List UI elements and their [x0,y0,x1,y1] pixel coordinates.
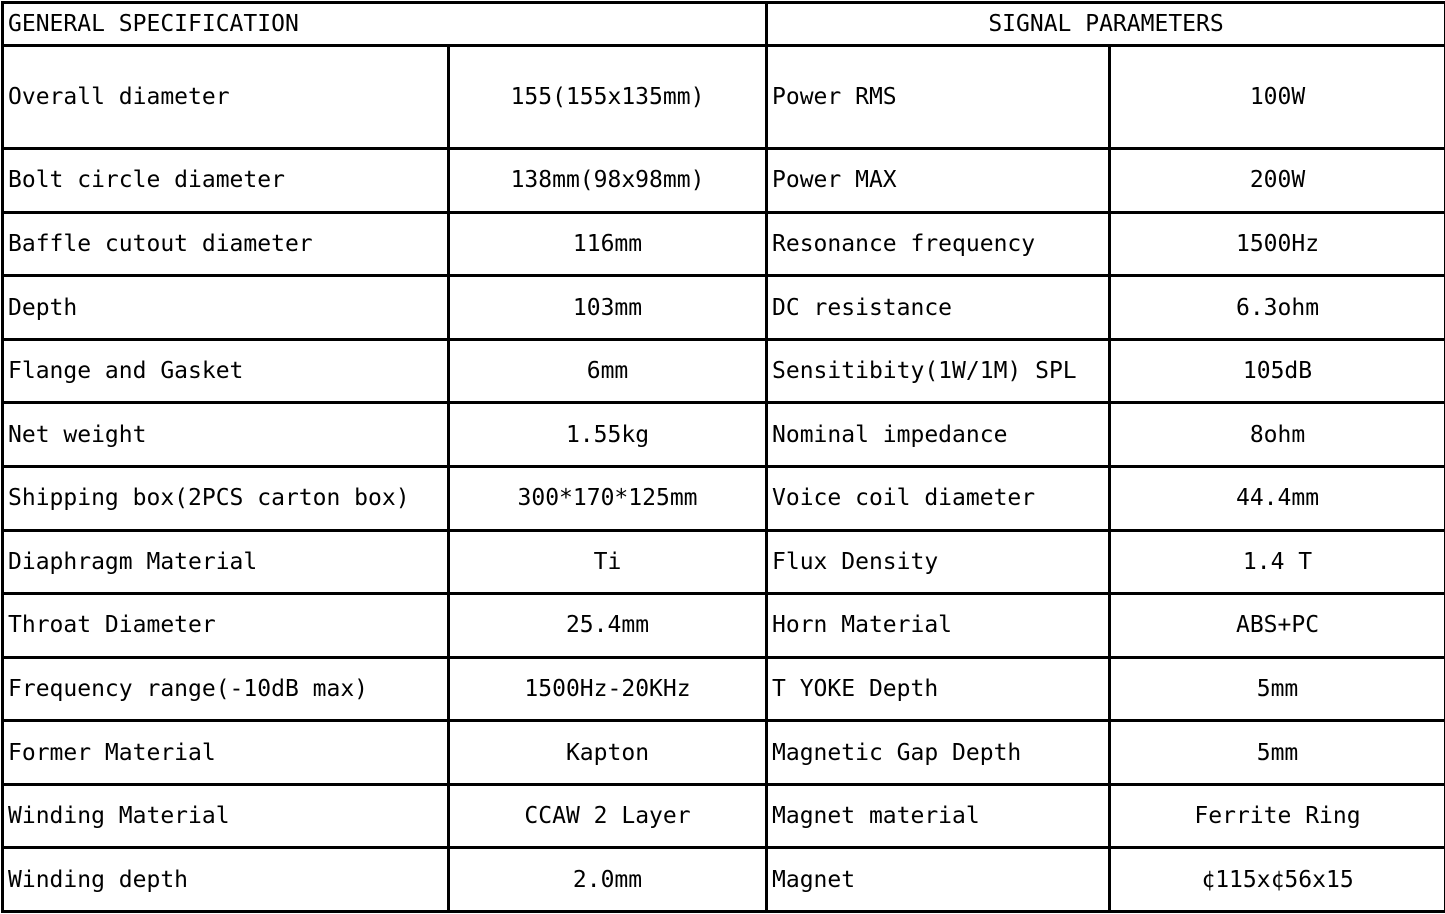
general-spec-header: GENERAL SPECIFICATION [3,3,767,46]
signal-param-label: Resonance frequency [767,212,1110,276]
signal-param-value: 200W [1110,149,1445,213]
signal-param-label: Power RMS [767,46,1110,149]
general-spec-label: Shipping box(2PCS carton box) [3,466,449,530]
table-row [3,46,1445,149]
signal-param-value: 8ohm [1110,403,1445,467]
table-row [3,784,1445,848]
signal-params-header: SIGNAL PARAMETERS [767,3,1445,46]
general-spec-value: 103mm [449,276,767,340]
general-spec-label: Baffle cutout diameter [3,212,449,276]
signal-param-value: 6.3ohm [1110,276,1445,340]
general-spec-value: 1.55kg [449,403,767,467]
general-spec-label: Winding depth [3,848,449,912]
general-spec-value: 1500Hz-20KHz [449,657,767,721]
general-spec-value: 25.4mm [449,594,767,658]
table-row [3,721,1445,785]
table-row [3,403,1445,467]
table-row [3,339,1445,403]
general-spec-label: Former Material [3,721,449,785]
signal-param-value: 5mm [1110,721,1445,785]
signal-param-value: 100W [1110,46,1445,149]
general-spec-label: Depth [3,276,449,340]
table-row [3,466,1445,530]
general-spec-value: Kapton [449,721,767,785]
signal-param-value: 1500Hz [1110,212,1445,276]
signal-param-label: Nominal impedance [767,403,1110,467]
general-spec-label: Throat Diameter [3,594,449,658]
signal-param-label: DC resistance [767,276,1110,340]
signal-param-label: Magnet [767,848,1110,912]
table-row [3,594,1445,658]
spec-table [1,1,1445,913]
signal-param-value: Ferrite Ring [1110,784,1445,848]
general-spec-label: Flange and Gasket [3,339,449,403]
signal-param-value: 44.4mm [1110,466,1445,530]
general-spec-label: Bolt circle diameter [3,149,449,213]
signal-param-label: Power MAX [767,149,1110,213]
signal-param-label: Horn Material [767,594,1110,658]
general-spec-label: Net weight [3,403,449,467]
general-spec-label: Winding Material [3,784,449,848]
signal-param-value: ABS+PC [1110,594,1445,658]
general-spec-value: 300*170*125mm [449,466,767,530]
general-spec-label: Overall diameter [3,46,449,149]
signal-param-value: ¢115x¢56x15 [1110,848,1445,912]
general-spec-value: 2.0mm [449,848,767,912]
table-row [3,848,1445,912]
table-row [3,276,1445,340]
signal-param-label: Magnet material [767,784,1110,848]
signal-param-label: Flux Density [767,530,1110,594]
table-row [3,212,1445,276]
table-row [3,657,1445,721]
header-row [3,3,1445,46]
signal-param-label: Sensitibity(1W/1M) SPL [767,339,1110,403]
signal-param-label: Magnetic Gap Depth [767,721,1110,785]
signal-param-value: 1.4 T [1110,530,1445,594]
general-spec-value: Ti [449,530,767,594]
table-row [3,530,1445,594]
general-spec-value: CCAW 2 Layer [449,784,767,848]
general-spec-value: 138mm(98x98mm) [449,149,767,213]
general-spec-value: 116mm [449,212,767,276]
signal-param-value: 5mm [1110,657,1445,721]
signal-param-label: Voice coil diameter [767,466,1110,530]
signal-param-value: 105dB [1110,339,1445,403]
general-spec-label: Frequency range(-10dB max) [3,657,449,721]
general-spec-value: 155(155x135mm) [449,46,767,149]
general-spec-label: Diaphragm Material [3,530,449,594]
general-spec-value: 6mm [449,339,767,403]
signal-param-label: T YOKE Depth [767,657,1110,721]
table-row [3,149,1445,213]
